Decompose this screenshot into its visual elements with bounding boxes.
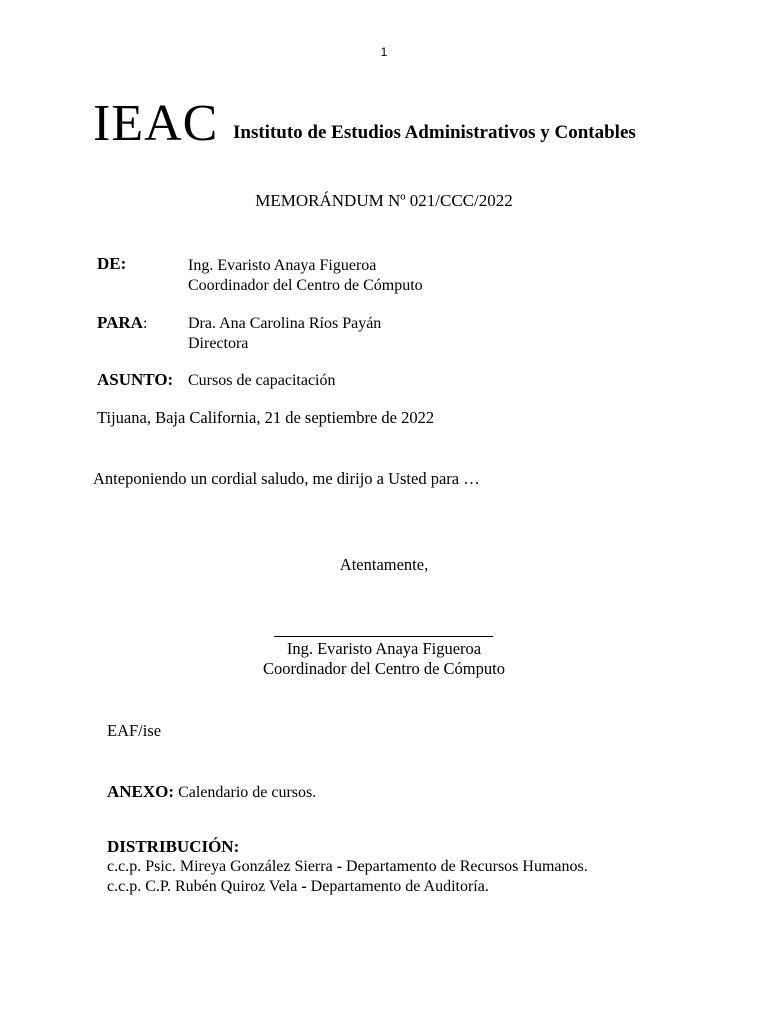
cc-separator: -	[297, 878, 311, 895]
distribution-label: DISTRIBUCIÓN:	[107, 837, 240, 856]
annex	[107, 782, 316, 803]
annex-value: Calendario de cursos.	[178, 784, 317, 801]
signature-line	[274, 636, 493, 637]
body-text: Anteponiendo un cordial saludo, me dirijo a Usted para …	[93, 469, 480, 488]
from-role: Coordinador del Centro de Cómputo	[188, 277, 423, 294]
cc-separator: -	[332, 858, 347, 875]
place-date: Tijuana, Baja California, 21 de septiembre de 2022	[97, 408, 435, 427]
to-role: Directora	[188, 335, 249, 352]
to-label: PARA	[97, 313, 143, 332]
subject-label: ASUNTO:	[97, 370, 174, 389]
from-name: Ing. Evaristo Anaya Figueroa	[188, 257, 377, 274]
initials: EAF/ise	[107, 721, 162, 740]
institute-name: Instituto de Estudios Administrativos y Contables	[233, 122, 636, 143]
from-label: DE:	[97, 254, 127, 273]
subject-value: Cursos de capacitación	[188, 372, 336, 389]
memo-title: MEMORÁNDUM Nº 021/CCC/2022	[255, 191, 513, 210]
logo: IEAC	[93, 95, 219, 152]
page-number: 1	[380, 45, 388, 59]
cc-department: Departamento de Auditoría.	[310, 878, 489, 895]
to-name: Dra. Ana Carolina Ríos Payán	[188, 315, 382, 332]
cc-person: c.c.p. Psic. Mireya González Sierra	[107, 858, 333, 875]
signature-role: Coordinador del Centro de Cómputo	[263, 659, 505, 678]
cc-department: Departamento de Recursos Humanos.	[346, 858, 588, 875]
closing: Atentamente,	[339, 555, 429, 574]
to-label-group	[97, 313, 147, 334]
to-label-colon: :	[142, 315, 148, 332]
distribution-item	[107, 857, 588, 877]
cc-person: c.c.p. C.P. Rubén Quiroz Vela	[107, 878, 298, 895]
distribution-item	[107, 877, 489, 897]
annex-label: ANEXO:	[107, 782, 175, 801]
signature-name: Ing. Evaristo Anaya Figueroa	[286, 639, 482, 658]
